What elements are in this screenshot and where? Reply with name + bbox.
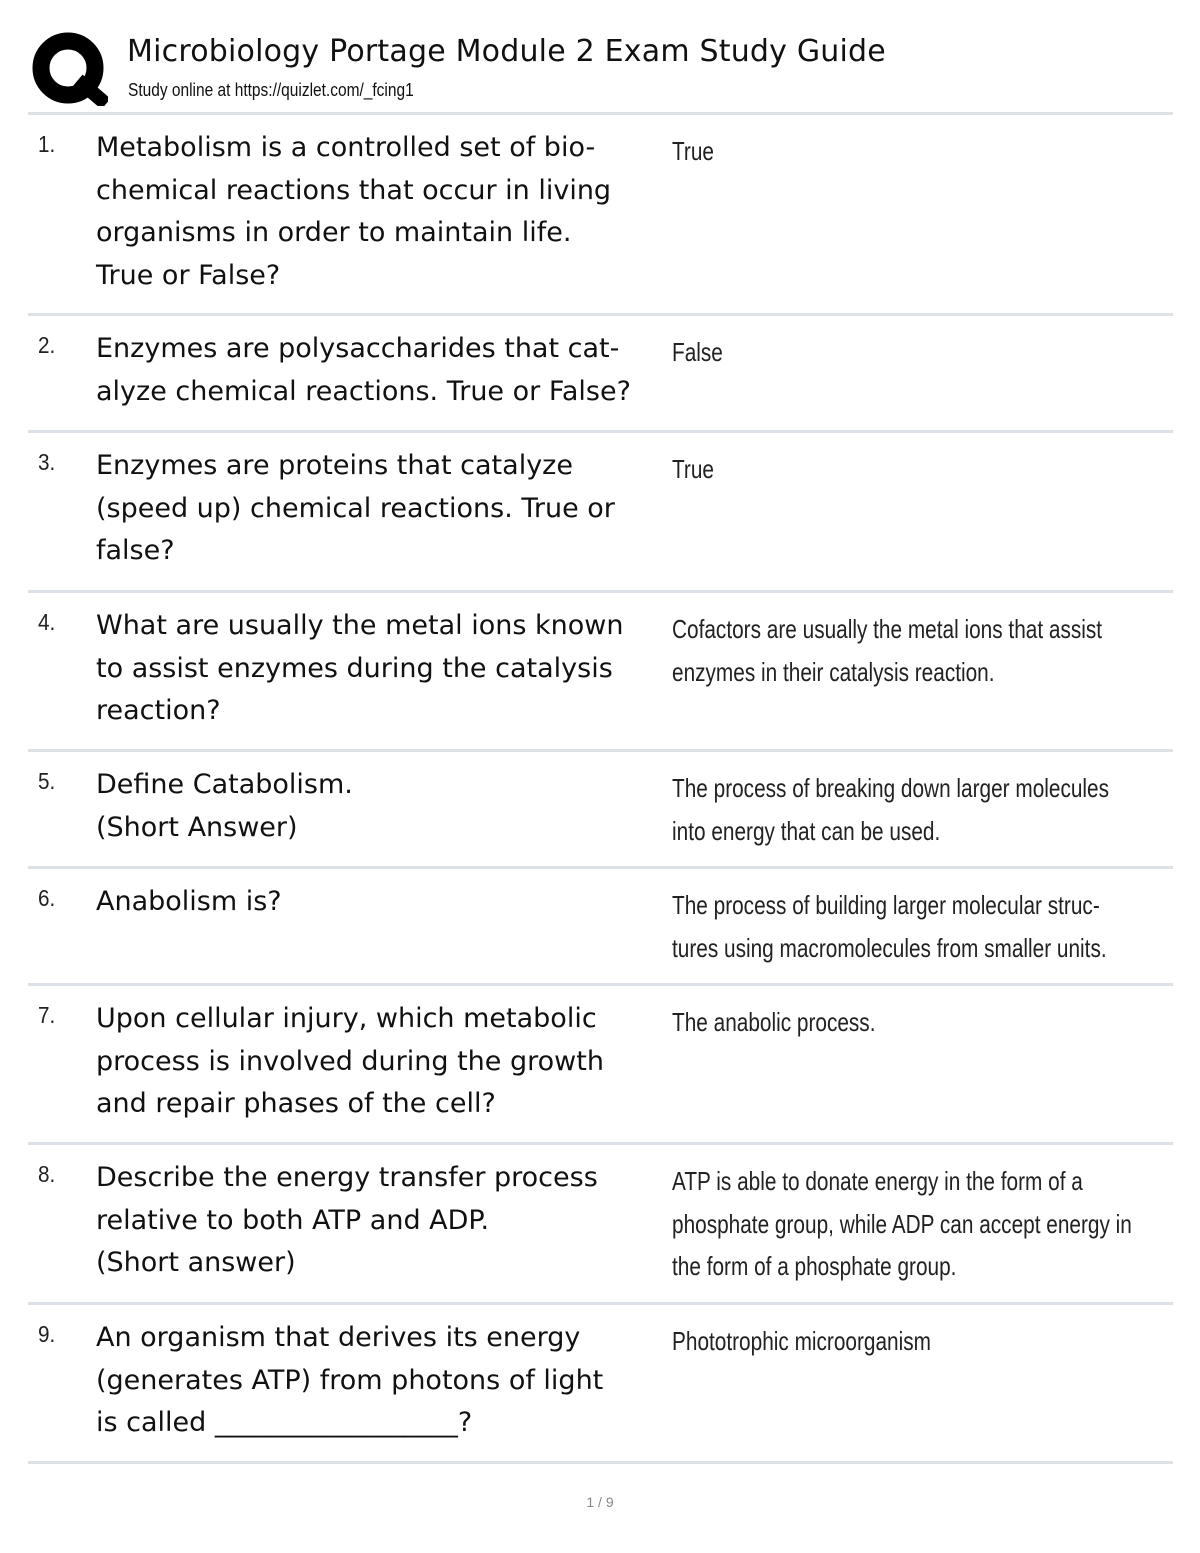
card-answer: Phototrophic microorganism	[672, 1326, 931, 1356]
card-question: Define Catabolism. (Short Answer)	[96, 769, 353, 843]
divider	[28, 1461, 1173, 1464]
divider	[28, 749, 1173, 752]
divider	[28, 983, 1173, 986]
card-number: 9.	[38, 1321, 56, 1347]
card-answer: False	[672, 337, 723, 367]
card-answer: ATP is able to donate energy in the form of a phosphate group, while ADP can accept energy in the form of a phosphate group.	[672, 1166, 1132, 1281]
card-number: 4.	[38, 609, 56, 635]
header	[30, 30, 1170, 112]
card-question: Enzymes are proteins that catalyze (speed up) chemical reactions. True or false?	[96, 450, 615, 566]
card-number: 6.	[38, 885, 56, 911]
card-question: Anabolism is?	[96, 886, 282, 917]
card-answer: Cofactors are usually the metal ions that assist enzymes in their catalysis reaction.	[672, 614, 1103, 687]
card-question: Upon cellular injury, which metabolic process is involved during the growth and repair phases of the cell?	[96, 1003, 604, 1119]
card-number: 1.	[38, 131, 56, 157]
divider	[28, 866, 1173, 869]
card-number: 8.	[38, 1161, 56, 1187]
card-question: What are usually the metal ions known to assist enzymes during the catalysis reaction?	[96, 610, 624, 726]
card-question: Metabolism is a controlled set of bio- chemical reactions that occur in living organisms in order to maintain life. True or False?	[96, 132, 612, 291]
card-answer: True	[672, 454, 714, 484]
card-number: 7.	[38, 1002, 56, 1028]
divider	[28, 112, 1173, 115]
divider	[28, 1302, 1173, 1305]
card-number: 2.	[38, 332, 56, 358]
card-answer: The process of breaking down larger molecules into energy that can be used.	[672, 773, 1110, 846]
card-answer: The anabolic process.	[672, 1007, 876, 1037]
card-answer: True	[672, 136, 714, 166]
card-question: An organism that derives its energy (generates ATP) from photons of light is called __________________?	[96, 1322, 604, 1438]
card-number: 3.	[38, 449, 56, 475]
page-title: Microbiology Portage Module 2 Exam Study Guide	[127, 34, 886, 69]
divider	[28, 590, 1173, 593]
card-number: 5.	[38, 768, 56, 794]
divider	[28, 313, 1173, 316]
card-answer: The process of building larger molecular struc- tures using macromolecules from smaller units.	[672, 890, 1107, 963]
study-online-link[interactable]: Study online at https://quizlet.com/_fcing1	[128, 80, 414, 100]
quizlet-logo-icon	[32, 30, 108, 106]
divider	[28, 430, 1173, 433]
card-question: Enzymes are polysaccharides that cat- alyze chemical reactions. True or False?	[96, 333, 631, 407]
page-number: 1 / 9	[586, 1494, 614, 1510]
divider	[28, 1142, 1173, 1145]
card-question: Describe the energy transfer process relative to both ATP and ADP. (Short answer)	[96, 1162, 598, 1278]
